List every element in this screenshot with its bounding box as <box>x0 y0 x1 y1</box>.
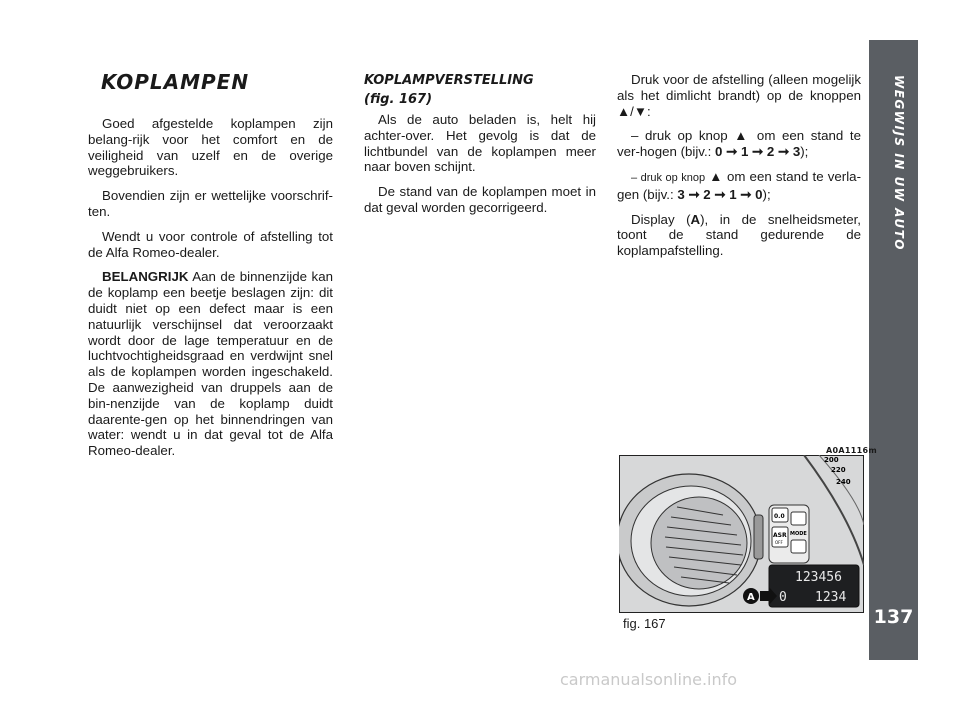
warning-label: BELANGRIJK <box>102 269 189 285</box>
paragraph: Bovendien zijn er wettelijke voorschrif-ten. <box>88 188 333 219</box>
page-title: KOPLAMPEN <box>101 70 250 94</box>
speed-label: 220 <box>831 466 846 474</box>
warning-paragraph <box>88 269 333 459</box>
step-increase: – druk op knop ▲ om een stand te ver-hogen (bijv.: 0 ➞ 1 ➞ 2 ➞ 3); <box>617 128 861 160</box>
warning-text: Aan de binnenzijde kan de koplamp een beetje beslagen zijn: dit duidt niet op een defect maar is een natuurlijk verschijnsel dat veroorzaakt wordt door de lage temperatuur en de luchtvochtigheidsgraad en verdwijnt snel als de koplampen worden ingeschakeld. De aanwezigheid van druppels aan de bin-nenzijde van de koplamp duidt daarente-gen op het binnendringen van water: wendt u in dat geval tot de Alfa Romeo-dealer. <box>88 269 333 459</box>
speed-label: 240 <box>836 478 851 486</box>
speed-label: 200 <box>824 456 839 464</box>
svg-text:ASR: ASR <box>773 532 787 539</box>
headlamp-down-button <box>791 540 806 553</box>
section-heading-ref: (fig. 167) <box>364 92 433 107</box>
figure-caption: fig. 167 <box>623 616 666 631</box>
level-sequence-up: 0 ➞ 1 ➞ 2 ➞ 3 <box>715 144 801 160</box>
figure-code: A0A1116m <box>826 446 877 455</box>
paragraph: Wendt u voor controle of afstelling tot de Alfa Romeo-dealer. <box>88 228 333 260</box>
paragraph: Goed afgestelde koplampen zijn belang-rijk voor het comfort en de veiligheid van uzelf en de overige weggebruikers. <box>88 116 333 179</box>
svg-text:OFF: OFF <box>775 540 783 545</box>
section-title-vertical: WEGWIJS IN UW AUTO <box>892 75 906 251</box>
svg-text:MODE: MODE <box>790 531 807 537</box>
odometer-value: 123456 <box>795 570 842 585</box>
trip-value: 1234 <box>815 590 847 605</box>
svg-text:0.0: 0.0 <box>774 513 785 520</box>
paragraph: De stand van de koplampen moet in dat geval worden gecorrigeerd. <box>364 184 596 215</box>
air-vent <box>619 474 761 606</box>
step-decrease: – druk op knop ▲ om een stand te verla-gen (bijv.: 3 ➞ 2 ➞ 1 ➞ 0); <box>617 168 861 202</box>
column-3 <box>617 72 861 268</box>
page-number: 137 <box>873 606 914 628</box>
paragraph: Druk voor de afstelling (alleen mogelijk als het dimlicht brandt) op de knoppen ▲/▼: <box>617 72 861 119</box>
adjust-wheel <box>754 515 763 559</box>
column-2 <box>364 72 596 225</box>
headlamp-up-button <box>791 512 806 525</box>
paragraph: Display (A), in de snelheidsmeter, toont de stand gedurende de koplampafstelling. <box>617 211 861 259</box>
dashboard-illustration <box>619 455 864 613</box>
level-sequence-down: 3 ➞ 2 ➞ 1 ➞ 0 <box>677 186 763 202</box>
section-heading: KOPLAMPVERSTELLING <box>364 73 534 88</box>
watermark: carmanualsonline.info <box>560 670 738 689</box>
paragraph: Als de auto beladen is, helt hij achter-over. Het gevolg is dat de lichtbundel van de koplampen meer naar boven schijnt. <box>364 112 596 175</box>
svg-text:A: A <box>747 592 755 603</box>
column-1 <box>88 116 333 468</box>
headlamp-level-value: 0 <box>779 590 787 605</box>
